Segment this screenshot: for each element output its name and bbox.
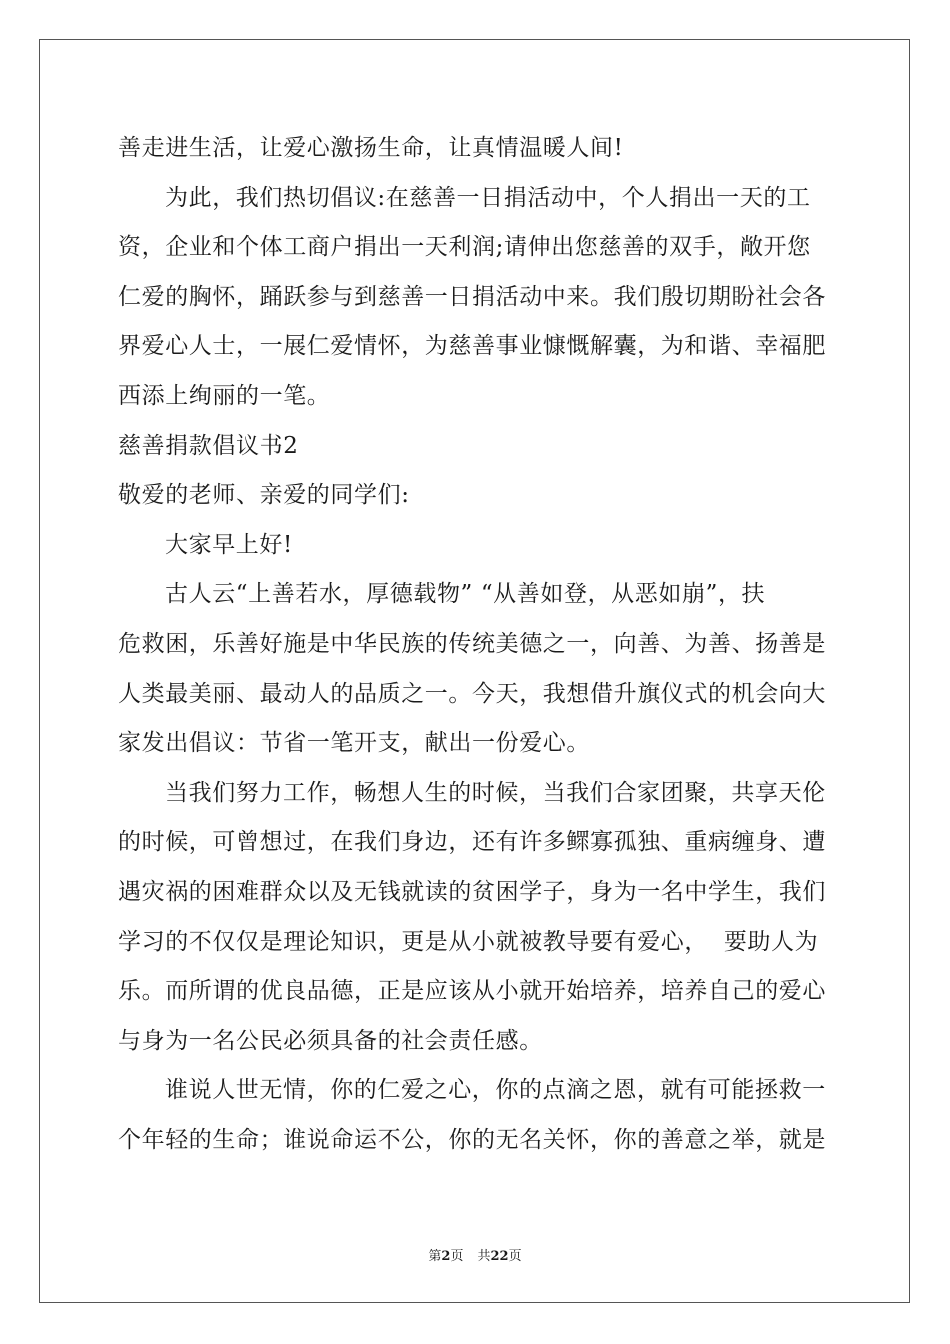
salutation: 敬爱的老师、亲爱的同学们:: [118, 482, 410, 509]
text-line: 个年轻的生命；谁说命运不公，你的无名关怀，你的善意之举，就是: [118, 1126, 826, 1153]
text-line: 资，企业和个体工商户捐出一天利润;请伸出您慈善的双手，敞开您: [118, 234, 811, 261]
text-line: 谁说人世无情，你的仁爱之心，你的点滴之恩，就有可能拯救一: [165, 1077, 826, 1104]
text-line: 当我们努力工作，畅想人生的时候，当我们合家团聚，共享天伦: [165, 779, 826, 806]
text-line: 家发出倡议：节省一笔开支，献出一份爱心。: [118, 730, 590, 757]
greeting: 大家早上好!: [165, 531, 293, 558]
text-line: 学习的不仅仅是理论知识，更是从小就被教导要有爱心， 要助人为: [118, 928, 819, 955]
text-line: 乐。而所谓的优良品德，正是应该从小就开始培养，培养自己的爱心: [118, 978, 826, 1005]
text-line: 遇灾祸的困难群众以及无钱就读的贫困学子，身为一名中学生，我们: [118, 878, 826, 905]
text-line: 古人云“上善若水，厚德载物” “从善如登，从恶如崩”，扶: [165, 581, 766, 608]
page-suffix: 页: [450, 1249, 464, 1264]
page-current: 2: [441, 1249, 451, 1264]
text-line: 与身为一名公民必须具备的社会责任感。: [118, 1027, 543, 1054]
text-line: 危救困，乐善好施是中华民族的传统美德之一，向善、为善、扬善是: [118, 630, 826, 657]
page-prefix: 第: [428, 1249, 442, 1264]
total-suffix: 页: [508, 1249, 522, 1264]
document-body: [118, 124, 838, 1165]
section-title: 慈善捐款倡议书2: [118, 432, 299, 459]
text-line: 界爱心人士，一展仁爱情怀，为慈善事业慷慨解囊，为和谐、幸福肥: [118, 333, 826, 360]
text-line: 西添上绚丽的一笔。: [118, 382, 331, 409]
page-total: 22: [490, 1249, 509, 1264]
text-line: 人类最美丽、最动人的品质之一。今天，我想借升旗仪式的机会向大: [118, 680, 826, 707]
total-prefix: 共: [477, 1249, 491, 1264]
page-footer: [0, 1245, 950, 1264]
text-line: 为此，我们热切倡议:在慈善一日捐活动中，个人捐出一天的工: [165, 184, 811, 211]
text-line: 善走进生活，让爱心激扬生命，让真情温暖人间!: [118, 135, 624, 161]
text-line: 的时候，可曾想过，在我们身边，还有许多鳏寡孤独、重病缠身、遭: [118, 829, 826, 856]
text-line: 仁爱的胸怀，踊跃参与到慈善一日捐活动中来。我们殷切期盼社会各: [118, 283, 826, 310]
